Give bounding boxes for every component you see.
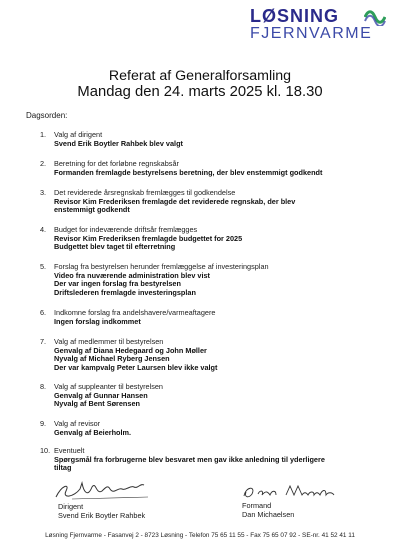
- item-answer: Video fra nuværende administration blev vist: [54, 270, 210, 280]
- footer-contact-info: Løsning Fjernvarme - Fasanvej 2 - 8723 Løsning - Telefon 75 65 11 55 - Fax 75 65 07 92 - SE-nr. 41 52 41 11: [45, 532, 355, 539]
- item-answer: Genvalg af Gunnar Hansen: [54, 390, 148, 400]
- item-number: 2.: [40, 159, 47, 168]
- item-answer: Revisor Kim Frederiksen fremlagde budgettet for 2025: [54, 233, 243, 243]
- item-question: Det reviderede årsregnskab fremlægges til godkendelse: [54, 188, 236, 197]
- item-answer: Genvalg af Beierholm.: [54, 427, 132, 437]
- item-number: 5.: [40, 262, 47, 271]
- item-answer: Der var ingen forslag fra bestyrelsen: [54, 279, 181, 289]
- logo-text-top: LØSNING: [250, 6, 340, 26]
- item-question: Eventuelt: [54, 446, 85, 455]
- agenda-item-4: [40, 226, 390, 252]
- document-date: Mandag den 24. marts 2025 kl. 18.30: [77, 84, 323, 100]
- item-number: 1.: [40, 130, 47, 139]
- handwritten-signature-dirigent: [52, 477, 162, 503]
- agenda-item-6: [40, 309, 390, 326]
- item-number: 4.: [40, 225, 47, 234]
- item-answer: Ingen forslag indkommet: [54, 316, 141, 326]
- signature-role: Formand: [242, 501, 272, 510]
- item-number: 9.: [40, 419, 47, 428]
- item-question: Valg af medlemmer til bestyrelsen: [54, 337, 164, 346]
- agenda-label: Dagsorden:: [26, 111, 68, 120]
- item-answer: Revisor Kim Frederiksen fremlagde det reviderede regnskab, der blev: [54, 196, 296, 206]
- item-number: 10.: [40, 446, 51, 455]
- logo-wave-icon: [364, 8, 386, 26]
- agenda-item-7: [40, 338, 390, 372]
- agenda-item-5: [40, 263, 390, 297]
- item-number: 6.: [40, 308, 47, 317]
- item-question: Beretning for det forløbne regnskabsår: [54, 159, 179, 168]
- signature-role: Dirigent: [58, 502, 84, 511]
- item-answer: Nyvalg af Michael Ryberg Jensen: [54, 354, 170, 364]
- item-number: 3.: [40, 188, 47, 197]
- signature-name: Svend Erik Boytler Rahbek: [58, 510, 146, 520]
- item-answer: Formanden fremlagde bestyrelsens beretning, der blev enstemmigt godkendt: [54, 167, 323, 177]
- item-answer: Svend Erik Boytler Rahbek blev valgt: [54, 138, 183, 148]
- item-answer: enstemmigt godkendt: [54, 205, 130, 215]
- item-question: Valg af dirigent: [54, 130, 103, 139]
- signature-name: Dan Michaelsen: [242, 509, 295, 519]
- agenda-item-2: [40, 160, 390, 177]
- signature-block-formand: [242, 482, 350, 519]
- agenda-item-9: [40, 420, 390, 437]
- logo-text-bottom: FJERNVARME: [250, 25, 373, 42]
- agenda-item-1: [40, 131, 390, 148]
- agenda-item-3: [40, 189, 390, 215]
- item-question: Valg af suppleanter til bestyrelsen: [54, 382, 163, 391]
- item-answer: Budgettet blev taget til efterretning: [54, 242, 176, 252]
- agenda-item-8: [40, 383, 390, 409]
- item-answer: Driftslederen fremlagde investeringsplan: [54, 287, 196, 297]
- item-number: 8.: [40, 382, 47, 391]
- item-question: Indkomne forslag fra andelshavere/varmeaftagere: [54, 308, 216, 317]
- item-answer: tiltag: [54, 463, 72, 473]
- item-question: Forslag fra bestyrelsen herunder fremlæggelse af investeringsplan: [54, 262, 269, 271]
- handwritten-signature-formand: [240, 482, 350, 502]
- document-title: Referat af Generalforsamling: [108, 68, 292, 84]
- item-answer: Spørgsmål fra forbrugerne blev besvaret men gav ikke anledning til yderligere: [54, 454, 325, 464]
- item-question: Budget for indeværende driftsår fremlægges: [54, 225, 198, 234]
- item-answer: Genvalg af Diana Hedegaard og John Møller: [54, 345, 207, 355]
- company-logo: [236, 4, 386, 44]
- item-answer: Nyvalg af Bent Sørensen: [54, 399, 140, 409]
- item-number: 7.: [40, 337, 47, 346]
- agenda-item-10: [40, 447, 390, 473]
- item-answer: Der var kampvalg Peter Laursen blev ikke valgt: [54, 362, 218, 372]
- item-question: Valg af revisor: [54, 419, 101, 428]
- signature-block-dirigent: [58, 477, 162, 520]
